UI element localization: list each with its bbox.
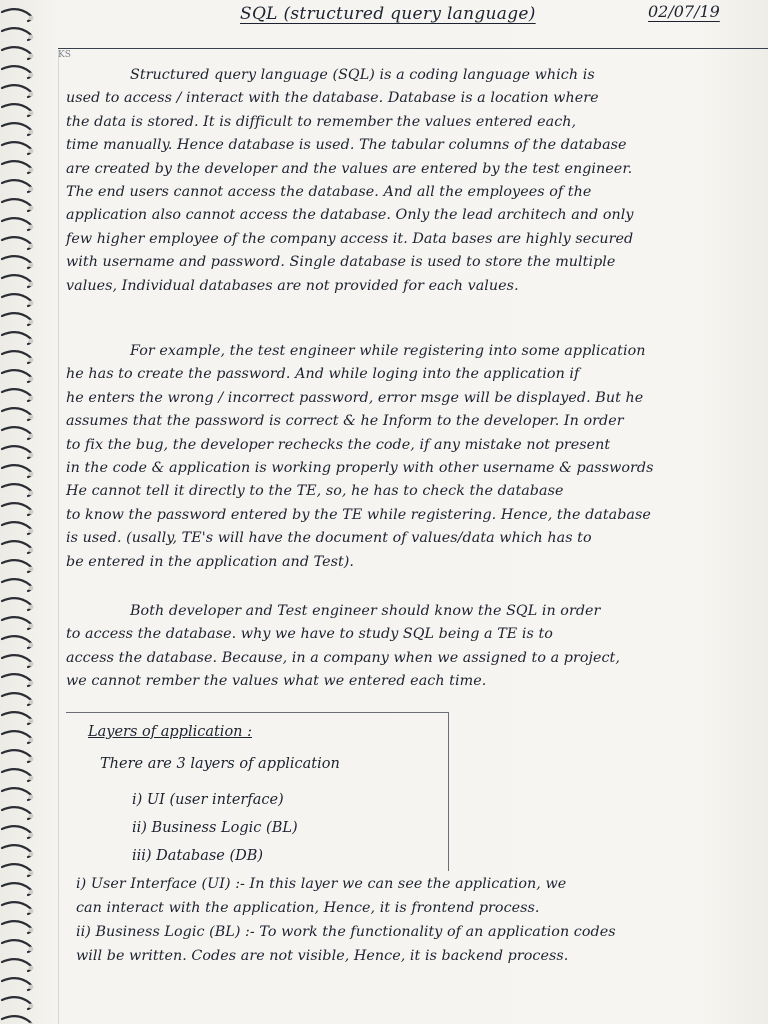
spiral-ring [2, 864, 32, 876]
margin-note: KS [58, 50, 71, 60]
spiral-ring [2, 807, 32, 819]
list-item: i) UI (user interface) [132, 792, 284, 808]
text-line: will be written. Codes are not visible, Hence, it is backend process. [76, 948, 569, 964]
text-line: The end users cannot access the database. And all the employees of the [66, 184, 592, 201]
binding-hole [29, 358, 34, 363]
text-line: i) User Interface (UI) :- In this layer we can see the application, we [76, 876, 567, 892]
binding-hole [29, 548, 34, 553]
binding-hole [29, 814, 34, 819]
binding-hole [29, 871, 34, 876]
page-date: 02/07/19 [648, 2, 720, 21]
spiral-ring [2, 769, 32, 781]
text-line: the data is stored. It is difficult to remember the values entered each, [66, 113, 577, 130]
text-line: few higher employee of the company access it. Data bases are highly secured [66, 230, 634, 247]
spiral-ring [2, 294, 32, 306]
spiral-ring [2, 579, 32, 591]
spiral-ring [2, 142, 32, 154]
spiral-ring [2, 218, 32, 230]
layer-definitions [76, 872, 768, 968]
text-line: values, Individual databases are not provided for each values. [66, 277, 519, 294]
spiral-ring [2, 541, 32, 553]
spiral-ring [2, 997, 32, 1009]
spiral-ring [2, 636, 32, 648]
spiral-ring [2, 560, 32, 572]
text-line: he enters the wrong / incorrect password, error msge will be displayed. But he [66, 389, 644, 406]
spiral-ring [2, 750, 32, 762]
binding-hole [29, 92, 34, 97]
binding-hole [29, 130, 34, 135]
spiral-ring [2, 788, 32, 800]
spiral-ring [2, 978, 32, 990]
text-line: he has to create the password. And while loging into the application if [66, 366, 580, 383]
spiral-ring [2, 66, 32, 78]
binding-hole [29, 206, 34, 211]
spiral-ring [2, 617, 32, 629]
binding-hole [29, 16, 34, 21]
binding-hole [29, 662, 34, 667]
binding-hole [29, 453, 34, 458]
page-title: SQL (structured query language) [240, 4, 536, 24]
binding-hole [29, 263, 34, 268]
paragraph-why-sql [66, 600, 766, 694]
spiral-ring [2, 712, 32, 724]
binding-hole [29, 149, 34, 154]
binding-hole [29, 168, 34, 173]
binding-hole [29, 719, 34, 724]
spiral-ring [2, 503, 32, 515]
binding-hole [29, 909, 34, 914]
spiral-ring [2, 446, 32, 458]
paragraph-example [66, 340, 766, 574]
binding-hole [29, 966, 34, 971]
binding-hole [29, 301, 34, 306]
spiral-ring [2, 940, 32, 952]
paragraph-sql-intro [66, 64, 766, 298]
text-line: He cannot tell it directly to the TE, so, he has to check the database [66, 483, 564, 500]
text-line: is used. (usally, TE's will have the document of values/data which has to [66, 530, 592, 547]
binding-hole [29, 339, 34, 344]
spiral-ring [2, 313, 32, 325]
binding-hole [29, 624, 34, 629]
binding-hole [29, 757, 34, 762]
binding-hole [29, 890, 34, 895]
binding-hole [29, 795, 34, 800]
list-item: iii) Database (DB) [132, 848, 264, 864]
text-line: we cannot rember the values what we entered each time. [66, 673, 487, 690]
binding-hole [29, 510, 34, 515]
spiral-ring [2, 28, 32, 40]
binding-hole [29, 681, 34, 686]
spiral-binding [0, 0, 52, 1024]
text-line: For example, the test engineer while registering into some application [130, 343, 646, 359]
text-line: Both developer and Test engineer should know the SQL in order [130, 603, 601, 619]
spiral-ring [2, 731, 32, 743]
spiral-ring [2, 883, 32, 895]
text-line: be entered in the application and Test). [66, 553, 355, 570]
spiral-ring [2, 370, 32, 382]
spiral-ring [2, 427, 32, 439]
spiral-ring [2, 199, 32, 211]
binding-hole [29, 396, 34, 401]
binding-hole [29, 320, 34, 325]
spiral-ring [2, 104, 32, 116]
binding-hole [29, 73, 34, 78]
spiral-ring [2, 693, 32, 705]
binding-hole [29, 643, 34, 648]
header-rule [58, 48, 768, 49]
binding-hole [29, 54, 34, 59]
spiral-ring [2, 959, 32, 971]
spiral-ring [2, 351, 32, 363]
list-item: ii) Business Logic (BL) [132, 820, 298, 836]
spiral-ring [2, 484, 32, 496]
text-line: to know the password entered by the TE while registering. Hence, the database [66, 506, 651, 523]
spiral-ring [2, 902, 32, 914]
text-line: to fix the bug, the developer rechecks the code, if any mistake not present [66, 436, 611, 453]
text-line: in the code & application is working properly with other username & passwords [66, 460, 654, 477]
spiral-ring [2, 522, 32, 534]
binding-hole [29, 776, 34, 781]
binding-hole [29, 947, 34, 952]
text-line: time manually. Hence database is used. The tabular columns of the database [66, 137, 627, 154]
layers-list [132, 786, 298, 870]
text-line: application also cannot access the database. Only the lead architech and only [66, 207, 634, 224]
spiral-ring [2, 180, 32, 192]
text-line: to access the database. why we have to study SQL being a TE is to [66, 626, 553, 643]
spiral-ring [2, 408, 32, 420]
binding-hole [29, 567, 34, 572]
spiral-ring [2, 123, 32, 135]
layers-intro: There are 3 layers of application [100, 756, 340, 772]
text-line: can interact with the application, Hence, it is frontend process. [76, 900, 540, 916]
spiral-ring [2, 655, 32, 667]
binding-hole [29, 377, 34, 382]
binding-hole [29, 605, 34, 610]
text-line: ii) Business Logic (BL) :- To work the functionality of an application codes [76, 924, 616, 940]
binding-hole [29, 852, 34, 857]
binding-hole [29, 586, 34, 591]
binding-hole [29, 282, 34, 287]
binding-hole [29, 35, 34, 40]
binding-hole [29, 928, 34, 933]
text-line: access the database. Because, in a company when we assigned to a project, [66, 649, 620, 666]
text-line: with username and password. Single database is used to store the multiple [66, 254, 616, 271]
spiral-ring [2, 1016, 32, 1024]
binding-hole [29, 529, 34, 534]
binding-hole [29, 415, 34, 420]
spiral-ring [2, 826, 32, 838]
spiral-ring [2, 845, 32, 857]
binding-hole [29, 700, 34, 705]
spiral-ring [2, 921, 32, 933]
spiral-ring [2, 237, 32, 249]
binding-hole [29, 225, 34, 230]
text-line: assumes that the password is correct & he Inform to the developer. In order [66, 413, 624, 430]
text-line: used to access / interact with the database. Database is a location where [66, 90, 599, 107]
spiral-ring [2, 389, 32, 401]
spiral-ring [2, 275, 32, 287]
binding-hole [29, 187, 34, 192]
spiral-ring [2, 598, 32, 610]
spiral-ring [2, 465, 32, 477]
binding-hole [29, 1004, 34, 1009]
binding-hole [29, 244, 34, 249]
text-line: Structured query language (SQL) is a coding language which is [130, 67, 595, 83]
binding-hole [29, 738, 34, 743]
spiral-ring [2, 256, 32, 268]
spiral-ring [2, 85, 32, 97]
margin-line [58, 50, 59, 1024]
spiral-ring [2, 161, 32, 173]
spiral-ring [2, 9, 32, 21]
binding-hole [29, 985, 34, 990]
spiral-ring [2, 332, 32, 344]
binding-hole [29, 833, 34, 838]
spiral-ring [2, 674, 32, 686]
binding-hole [29, 434, 34, 439]
binding-hole [29, 111, 34, 116]
layers-heading: Layers of application : [88, 724, 253, 740]
text-line: are created by the developer and the values are entered by the test engineer. [66, 160, 633, 177]
spiral-ring [2, 47, 32, 59]
binding-hole [29, 491, 34, 496]
binding-hole [29, 472, 34, 477]
